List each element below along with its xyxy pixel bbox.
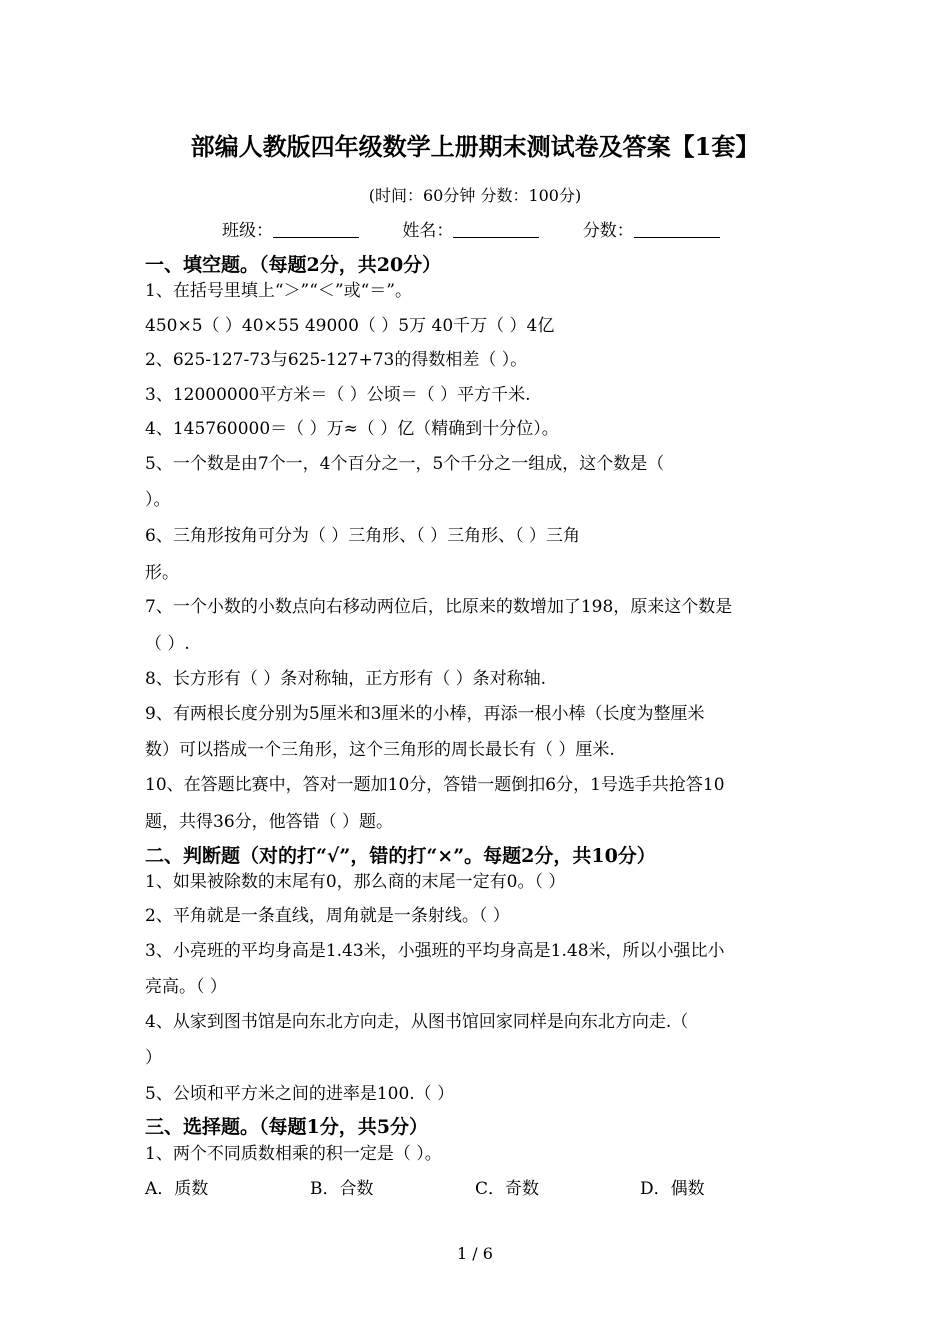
s1-line: 形。	[145, 563, 179, 583]
student-info-row	[222, 218, 758, 244]
s1-line: ）。	[145, 490, 171, 510]
name-label: 姓名：	[402, 221, 454, 241]
option-c: C．奇数	[475, 1179, 540, 1199]
s2-line: 亮高。（ ）	[145, 977, 227, 997]
score-blank	[634, 219, 720, 238]
s1-line: 2、625-127-73与625-127+73的得数相差（ ）。	[145, 350, 528, 370]
s3-q1-options	[145, 1176, 705, 1202]
s1-line: （ ）.	[145, 634, 190, 654]
section-3-heading: 三、选择题。（每题1分，共5分）	[145, 1116, 428, 1138]
section-2-heading: 二、判断题（对的打“√”，错的打“×”。每题2分，共10分）	[145, 845, 656, 867]
s2-line: 5、公顷和平方米之间的进率是100.（ ）	[145, 1084, 455, 1104]
class-blank	[273, 219, 359, 238]
s1-line: 4、145760000＝（ ）万≈（ ）亿（精确到十分位）。	[145, 419, 559, 439]
s1-line: 7、一个小数的小数点向右移动两位后，比原来的数增加了198，原来这个数是	[145, 597, 733, 617]
s1-line: 9、有两根长度分别为5厘米和3厘米的小棒，再添一根小棒（长度为整厘米	[145, 704, 705, 724]
s1-line: 1、在括号里填上“＞”“＜”或“＝”。	[145, 281, 412, 301]
page-number: 1 / 6	[457, 1244, 493, 1263]
section-1-heading: 一、填空题。（每题2分，共20分）	[145, 254, 442, 276]
s3-question-1: 1、两个不同质数相乘的积一定是（ ）。	[145, 1144, 442, 1164]
s2-line: 3、小亮班的平均身高是1.43米，小强班的平均身高是1.48米，所以小强比小	[145, 941, 725, 961]
s1-line: 5、一个数是由7个一，4个百分之一，5个千分之一组成，这个数是（	[145, 454, 665, 474]
s1-line: 6、三角形按角可分为（ ）三角形、（ ）三角形、（ ）三角	[145, 526, 581, 546]
page-title: 部编人教版四年级数学上册期末测试卷及答案【1套】	[190, 132, 760, 161]
s1-line: 10、在答题比赛中，答对一题加10分，答错一题倒扣6分，1号选手共抢答10	[145, 775, 725, 795]
option-d: D．偶数	[640, 1179, 705, 1199]
s2-line: 4、从家到图书馆是向东北方向走，从图书馆回家同样是向东北方向走.（	[145, 1012, 689, 1032]
score-label: 分数：	[582, 221, 634, 241]
name-blank	[453, 219, 539, 238]
s2-line: 1、如果被除数的末尾有0，那么商的末尾一定有0。（ ）	[145, 872, 566, 892]
class-label: 班级：	[222, 221, 273, 241]
option-b: B．合数	[310, 1179, 374, 1199]
s2-line: 2、平角就是一条直线，周角就是一条射线。（ ）	[145, 906, 510, 926]
time-score-line: (时间：60分钟 分数：100分)	[368, 186, 582, 205]
s1-line: 3、12000000平方米＝（ ）公顷＝（ ）平方千米.	[145, 385, 531, 405]
s1-line: 题，共得36分，他答错（ ）题。	[145, 812, 394, 832]
s1-line: 8、长方形有（ ）条对称轴，正方形有（ ）条对称轴.	[145, 669, 547, 689]
option-a: A．质数	[145, 1179, 209, 1199]
s1-line: 450×5（ ）40×55 49000（ ）5万 40千万（ ）4亿	[145, 316, 555, 336]
s1-line: 数）可以搭成一个三角形，这个三角形的周长最长有（ ）厘米.	[145, 740, 615, 760]
s2-line: ）	[145, 1048, 162, 1068]
